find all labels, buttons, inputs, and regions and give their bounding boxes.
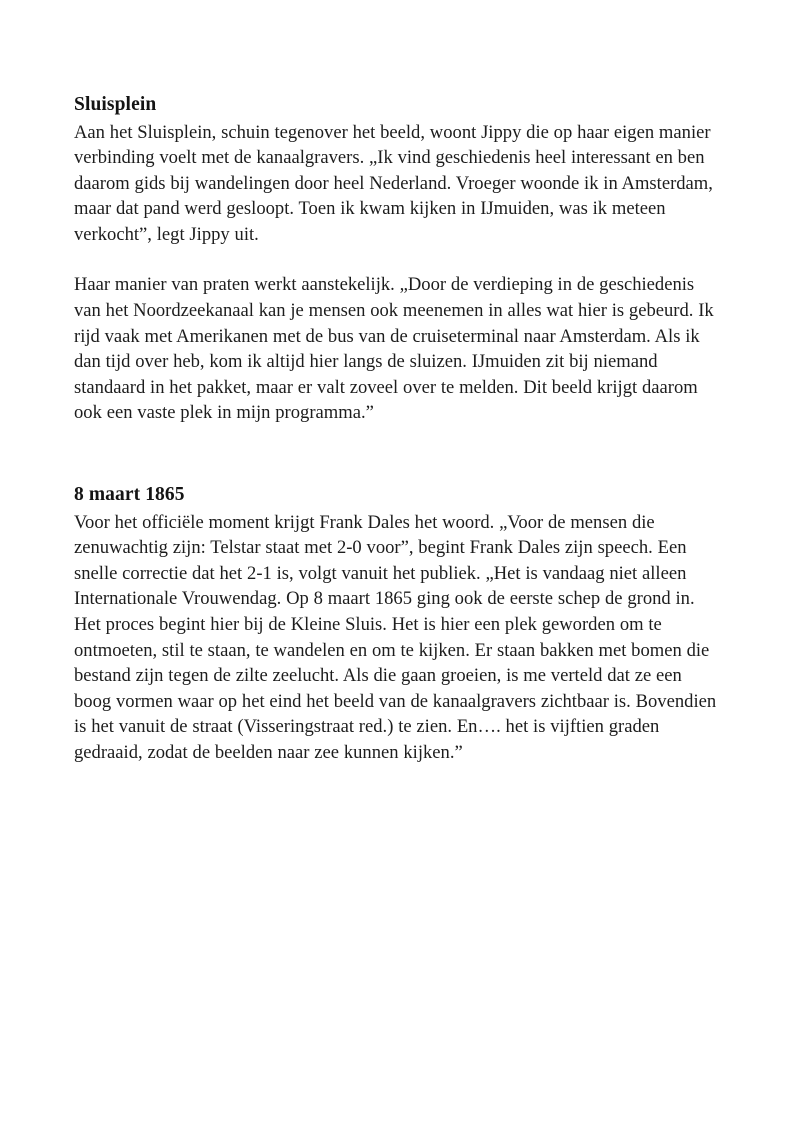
section-sluisplein <box>74 92 720 426</box>
paragraph-sluisplein-2: Haar manier van praten werkt aanstekelijk. „Door de verdieping in de geschiedenis van het Noordzeekanaal kan je mensen ook meenemen in alles wat hier is gebeurd. Ik rijd vaak met Amerikanen met de bus van de cruiseterminal naar Amsterdam. Als ik dan tijd over heb, kom ik altijd hier langs de sluizen. IJmuiden zit bij niemand standaard in het pakket, maar er valt zoveel over te melden. Dit beeld krijgt daarom ook een vaste plek in mijn programma.” <box>74 274 714 424</box>
paragraph-spacer <box>74 247 720 272</box>
document-content <box>74 92 720 765</box>
section-8-maart-1865 <box>74 482 720 765</box>
paragraph-sluisplein-1: Aan het Sluisplein, schuin tegenover het beeld, woont Jippy die op haar eigen manier verbinding voelt met de kanaalgravers. „Ik vind geschiedenis heel interessant en ben daarom gids bij wandelingen door heel Nederland. Vroeger woonde ik in Amsterdam, maar dat pand werd gesloopt. Toen ik kwam kijken in IJmuiden, was ik meteen verkocht”, legt Jippy uit. <box>74 121 713 245</box>
section-heading-8-maart-1865: 8 maart 1865 <box>74 484 185 506</box>
section-spacer <box>74 426 720 482</box>
section-heading-sluisplein: Sluisplein <box>74 94 157 115</box>
paragraph-8-maart-1865-1: Voor het officiële moment krijgt Frank Dales het woord. „Voor de mensen die zenuwachtig zijn: Telstar staat met 2-0 voor”, begint Frank Dales zijn speech. Een snelle correctie dat het 2-1 is, volgt vanuit het publiek. „Het is vandaag niet alleen Internationale Vrouwendag. Op 8 maart 1865 ging ook de eerste schep de grond in. Het proces begint hier bij de Kleine Sluis. Het is hier een plek geworden om te ontmoeten, stil te staan, te wandelen en om te kijken. Er staan bakken met bomen die bestand zijn tegen de zilte zeelucht. Als die gaan groeien, is me verteld dat ze een boog vormen waar op het eind het beeld van de kanaalgravers zichtbaar is. Bovendien is het vanuit de straat (Visseringstraat red.) te zien. En…. het is vijftien graden gedraaid, zodat de beelden naar zee kunnen kijken.” <box>74 511 717 763</box>
